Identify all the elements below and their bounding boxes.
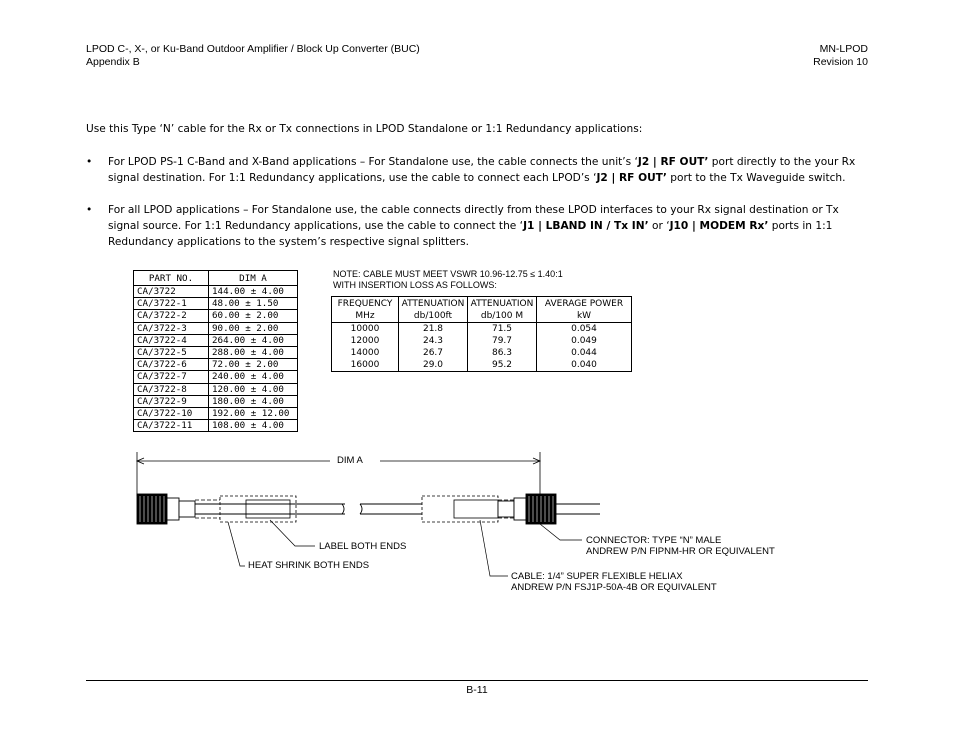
note-line: WITH INSERTION LOSS AS FOLLOWS:	[333, 280, 497, 290]
part-row	[134, 322, 298, 334]
column-header: ATTENUATION	[468, 297, 537, 311]
part-number-cell: CA/3722-4	[134, 334, 209, 346]
port-label: J10 | MODEM Rx’	[669, 220, 769, 232]
part-row	[134, 383, 298, 395]
dim-a-cell: 72.00 ± 2.00	[209, 359, 298, 371]
bullet-icon: •	[86, 156, 93, 168]
dim-a-cell: 240.00 ± 4.00	[209, 371, 298, 383]
part-number-cell: CA/3722-1	[134, 298, 209, 310]
part-number-cell: CA/3722-10	[134, 407, 209, 419]
bullet-item	[86, 202, 856, 250]
left-heat-shrink	[195, 496, 296, 522]
part-number-cell: CA/3722-3	[134, 322, 209, 334]
footer-divider	[86, 680, 868, 681]
bullet-text: ports in 1:1 Redundancy applications to the system’s respective signal splitters.	[108, 220, 833, 248]
part-row	[134, 395, 298, 407]
attenuation-rows	[332, 310, 632, 372]
header-right	[813, 43, 868, 69]
column-header: AVERAGE POWER	[537, 297, 632, 311]
dim-a-cell: 264.00 ± 4.00	[209, 334, 298, 346]
connector-label	[586, 535, 775, 557]
dim-a-cell: 144.00 ± 4.00	[209, 286, 298, 298]
dim-a-cell: 192.00 ± 12.00	[209, 407, 298, 419]
dim-a-cell: 90.00 ± 2.00	[209, 322, 298, 334]
dim-a-cell: 60.00 ± 2.00	[209, 310, 298, 322]
part-number-cell: CA/3722-2	[134, 310, 209, 322]
attenuation-table	[331, 296, 632, 372]
port-label: J2 | RF OUT’	[637, 156, 709, 168]
bullet-text: port directly to the your Rx signal destination. For 1:1 Redundancy applications, use the cable to connect each LPOD’s ‘	[108, 156, 856, 184]
connector-part: ANDREW P/N FIPNM-HR OR EQUIVALENT	[586, 546, 775, 557]
part-number-table	[133, 270, 298, 432]
bullet-list	[86, 154, 856, 266]
bullet-text: For all LPOD applications – For Standalone use, the cable connects directly from these LPOD interfaces to your Rx signal destination or Tx signal source. For 1:1 Redundancy applications, use the cable to connect the ‘	[108, 204, 839, 232]
attenuation-cell: 16000	[332, 359, 399, 372]
column-header: ATTENUATION	[399, 297, 468, 311]
part-row	[134, 334, 298, 346]
attenuation-cell: 21.8	[399, 323, 468, 336]
port-label: J1 | LBAND IN / Tx IN’	[523, 220, 649, 232]
attenuation-cell: 0.054	[537, 323, 632, 336]
attenuation-cell: 0.044	[537, 347, 632, 359]
cable-label	[511, 571, 717, 593]
attenuation-cell: 14000	[332, 347, 399, 359]
dim-a-cell: 48.00 ± 1.50	[209, 298, 298, 310]
part-number-rows	[134, 286, 298, 432]
revision-label: Revision 10	[813, 56, 868, 68]
connector-type: CONNECTOR: TYPE “N” MALE	[586, 535, 722, 546]
attenuation-cell: 29.0	[399, 359, 468, 372]
attenuation-cell: 0.049	[537, 335, 632, 347]
port-label: J2 | RF OUT’	[596, 172, 667, 184]
dim-a-label: DIM A	[337, 455, 363, 466]
bullet-text: For LPOD PS-1 C-Band and X-Band applications – For Standalone use, the cable connects the unit’s ‘	[108, 156, 638, 168]
units-row	[332, 310, 632, 323]
part-row	[134, 420, 298, 432]
part-row	[134, 310, 298, 322]
page-number: B-11	[466, 684, 488, 696]
part-number-cell: CA/3722-11	[134, 420, 209, 432]
document-title: LPOD C-, X-, or Ku-Band Outdoor Amplifier / Block Up Converter (BUC)	[86, 43, 420, 55]
bullet-item	[86, 154, 856, 186]
attenuation-cell: 26.7	[399, 347, 468, 359]
column-header: FREQUENCY	[332, 297, 399, 311]
attenuation-row	[332, 323, 632, 336]
appendix-label: Appendix B	[86, 56, 140, 68]
label-both-ends: LABEL BOTH ENDS	[319, 541, 407, 552]
attenuation-cell: 79.7	[468, 335, 537, 347]
vswr-note	[333, 269, 563, 291]
attenuation-row	[332, 335, 632, 347]
part-number-cell: CA/3722-8	[134, 383, 209, 395]
unit-cell: MHz	[332, 310, 399, 323]
dim-a-cell: 120.00 ± 4.00	[209, 383, 298, 395]
part-row	[134, 298, 298, 310]
attenuation-cell: 10000	[332, 323, 399, 336]
left-connector	[137, 494, 195, 524]
column-header: DIM A	[209, 271, 298, 286]
cable-diagram	[120, 448, 820, 613]
dim-a-cell: 180.00 ± 4.00	[209, 395, 298, 407]
column-header: PART NO.	[134, 271, 209, 286]
part-number-cell: CA/3722-5	[134, 346, 209, 358]
part-row	[134, 407, 298, 419]
document-id: MN-LPOD	[819, 43, 868, 55]
part-number-cell: CA/3722-6	[134, 359, 209, 371]
unit-cell: kW	[537, 310, 632, 323]
intro-paragraph: Use this Type ‘N’ cable for the Rx or Tx connections in LPOD Standalone or 1:1 Redundancy applications:	[86, 123, 643, 135]
unit-cell: db/100 M	[468, 310, 537, 323]
bullet-text: port to the Tx Waveguide switch.	[666, 172, 846, 184]
attenuation-cell: 0.040	[537, 359, 632, 372]
right-connector	[498, 494, 556, 524]
part-row	[134, 359, 298, 371]
part-number-cell: CA/3722-7	[134, 371, 209, 383]
attenuation-cell: 24.3	[399, 335, 468, 347]
attenuation-cell: 95.2	[468, 359, 537, 372]
heat-shrink-label: HEAT SHRINK BOTH ENDS	[248, 560, 370, 571]
part-number-cell: CA/3722	[134, 286, 209, 298]
attenuation-cell: 86.3	[468, 347, 537, 359]
attenuation-row	[332, 347, 632, 359]
unit-cell: db/100ft	[399, 310, 468, 323]
cable-part: ANDREW P/N FSJ1P-50A-4B OR EQUIVALENT	[511, 582, 717, 593]
attenuation-cell: 12000	[332, 335, 399, 347]
bullet-icon: •	[86, 204, 93, 216]
cable-type: CABLE: 1/4” SUPER FLEXIBLE HELIAX	[511, 571, 683, 582]
bullet-text: or ‘	[648, 220, 670, 232]
part-row	[134, 346, 298, 358]
header-left	[86, 43, 420, 69]
attenuation-row	[332, 359, 632, 372]
attenuation-cell: 71.5	[468, 323, 537, 336]
note-line: NOTE: CABLE MUST MEET VSWR 10.96-12.75 ≤ 1.40:1	[333, 269, 563, 279]
part-row	[134, 371, 298, 383]
dim-a-cell: 108.00 ± 4.00	[209, 420, 298, 432]
part-row	[134, 286, 298, 298]
dim-a-cell: 288.00 ± 4.00	[209, 346, 298, 358]
part-number-cell: CA/3722-9	[134, 395, 209, 407]
